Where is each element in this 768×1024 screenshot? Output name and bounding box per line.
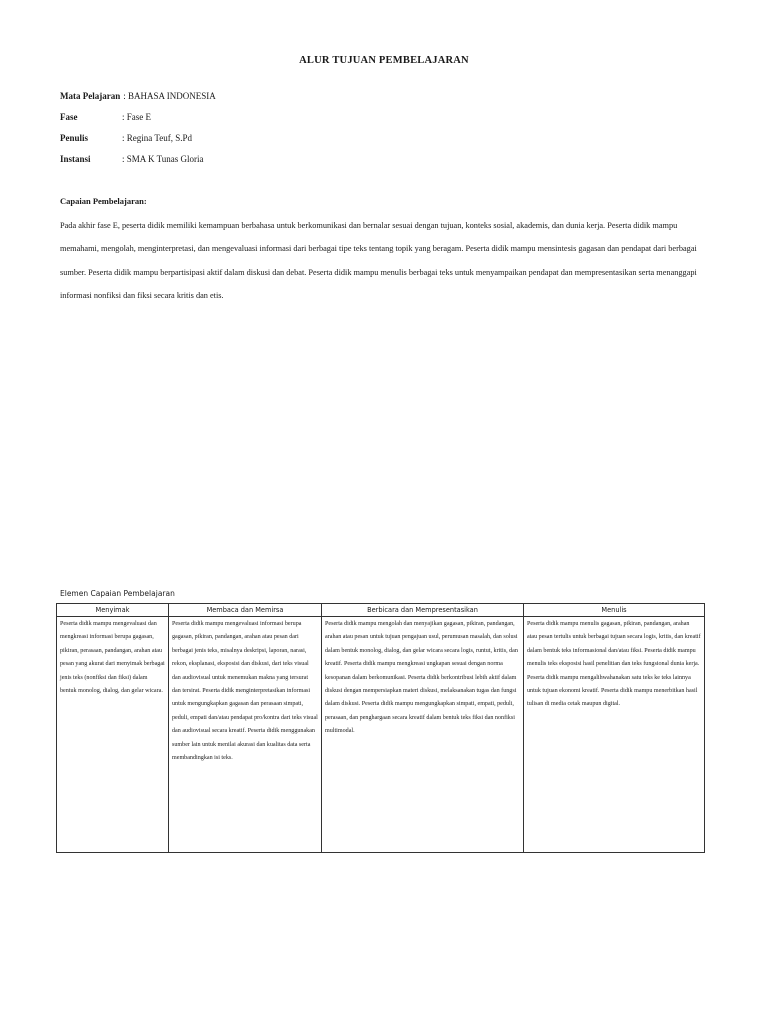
document-title: ALUR TUJUAN PEMBELAJARAN [299,55,469,66]
meta-label: Mata Pelajaran [60,91,121,101]
elemen-table-title: Elemen Capaian Pembelajaran [60,589,175,598]
meta-row-mata-pelajaran [60,91,216,112]
column-header-menyimak: Menyimak [57,604,169,617]
cell-berbicara: Peserta didik mampu mengolah dan menyajikan gagasan, pikiran, pandangan, arahan atau pesan untuk tujuan pengajuan usul, perumusan masalah, dan solusi dalam bentuk monolog, dialog, dan gelar wicara secara logis, runtut, kritis, dan kreatif. Peserta didik mampu mengkreasi ungkapan sesuai dengan norma kesopanan dalam berkomunikasi. Peserta didik berkontribusi lebih aktif dalam diskusi dengan mempersiapkan materi diskusi, melaksanakan tugas dan fungsi dalam diskusi. Peserta didik mampu mengungkapkan simpati, empati, peduli, perasaan, dan penghargaan secara kreatif dalam bentuk teks fiksi dan nonfiksi multimodal. [322,617,524,853]
capaian-heading: Capaian Pembelajaran: [60,196,147,206]
meta-block [60,91,216,175]
column-header-membaca-memirsa: Membaca dan Memirsa [169,604,322,617]
cell-membaca-memirsa: Peserta didik mampu mengevaluasi informasi berupa gagasan, pikiran, pandangan, arahan atau pesan dari berbagai jenis teks, misalnya deskripsi, laporan, narasi, rekon, eksplanasi, eksposisi dan diskusi, dari teks visual dan audiovisual untuk menemukan makna yang tersurat dan tersirat. Peserta didik menginterpretasikan informasi untuk mengungkapkan gagasan dan perasaan simpati, peduli, empati dan/atau pendapat pro/kontra dari teks visual dan audiovisual secara kreatif. Peserta didik menggunakan sumber lain untuk menilai akurasi dan kualitas data serta membandingkan isi teks. [169,617,322,853]
column-header-berbicara: Berbicara dan Mempresentasikan [322,604,524,617]
meta-value: : Fase E [122,112,151,122]
meta-value: : Regina Teuf, S.Pd [122,133,192,143]
cell-menulis: Peserta didik mampu menulis gagasan, pikiran, pandangan, arahan atau pesan tertulis untuk berbagai tujuan secara logis, kritis, dan kreatif dalam bentuk teks informasional dan/atau fiksi. Peserta didik mampu menulis teks eksposisi hasil penelitian dan teks fungsional dunia kerja. Peserta didik mampu mengalihwahanakan satu teks ke teks lainnya untuk tujuan ekonomi kreatif. Peserta didik mampu menerbitkan hasil tulisan di media cetak maupun digital. [524,617,705,853]
meta-row-instansi [60,154,216,175]
table-header-row [57,604,705,617]
cell-menyimak: Peserta didik mampu mengevaluasi dan mengkreasi informasi berupa gagasan, pikiran, perasaan, pandangan, arahan atau pesan yang akurat dari menyimak berbagai jenis teks (nonfiksi dan fiksi) dalam bentuk monolog, dialog, dan gelar wicara. [57,617,169,853]
meta-label: Penulis [60,133,89,143]
meta-row-penulis [60,133,216,154]
meta-label: Fase [60,112,78,122]
capaian-paragraph: Pada akhir fase E, peserta didik memiliki kemampuan berbahasa untuk berkomunikasi dan bernalar sesuai dengan tujuan, konteks sosial, akademis, dan dunia kerja. Peserta didik mampu memahami, mengolah, menginterpretasi, dan mengevaluasi informasi dari berbagai tipe teks tentang topik yang beragam. Peserta didik mampu mensintesis gagasan dan pendapat dari berbagai sumber. Peserta didik mampu berpartisipasi aktif dalam diskusi dan debat. Peserta didik mampu menulis berbagai teks untuk menyampaikan pendapat dan mempresentasikan serta menanggapi informasi nonfiksi dan fiksi secara kritis dan etis. [60,221,697,300]
meta-label: Instansi [60,154,91,164]
meta-row-fase [60,112,216,133]
meta-value: : BAHASA INDONESIA [123,91,216,101]
meta-value: : SMA K Tunas Gloria [122,154,204,164]
column-header-menulis: Menulis [524,604,705,617]
elemen-table [56,603,705,853]
table-row [57,617,705,853]
